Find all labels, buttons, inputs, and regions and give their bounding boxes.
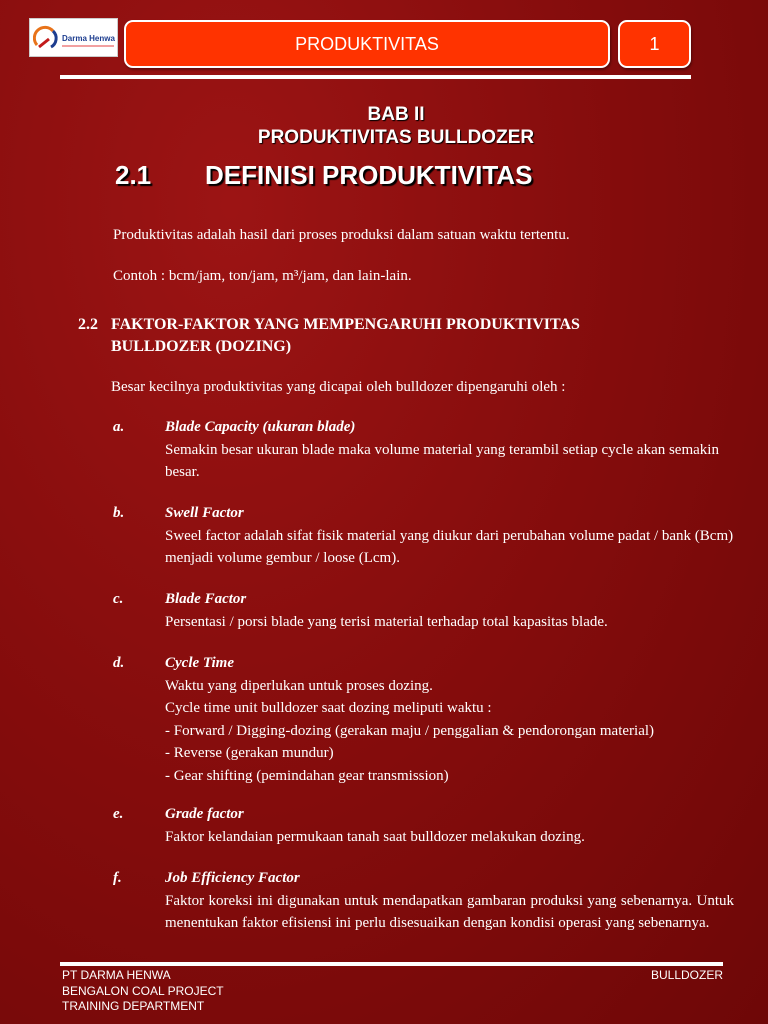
factor-title: Job Efficiency Factor (165, 870, 300, 886)
logo-underline (62, 45, 114, 47)
factor-letter: c. (113, 591, 124, 607)
factor-line: - Reverse (gerakan mundur) (165, 745, 334, 761)
factor-line: Cycle time unit bulldozer saat dozing meliputi waktu : (165, 700, 492, 716)
factor-line: - Forward / Digging-dozing (gerakan maju / penggalian & pendorongan material) (165, 722, 655, 739)
top-divider (60, 75, 691, 79)
factor-description: Faktor kelandaian permukaan tanah saat bulldozer melakukan dozing. (165, 828, 585, 845)
logo-mark-icon (33, 25, 61, 51)
factor-description (165, 675, 734, 788)
factor-title: Swell Factor (165, 505, 244, 521)
factor-letter: f. (113, 870, 122, 886)
bottom-divider (60, 962, 723, 966)
factor-letter: b. (113, 505, 125, 521)
factor-description: Semakin besar ukuran blade maka volume material yang terambil setiap cycle akan semakin besar. (165, 441, 719, 480)
chapter-subtitle: PRODUKTIVITAS BULLDOZER (257, 127, 535, 148)
factor-letter: e. (113, 806, 124, 822)
header-title: PRODUKTIVITAS (124, 20, 610, 68)
logo-text: Darma Henwa (62, 34, 115, 43)
factors-intro: Besar kecilnya produktivitas yang dicapai oleh bulldozer dipengaruhi oleh : (111, 379, 566, 395)
footer-company: PT DARMA HENWA (62, 968, 171, 982)
factor-letter: a. (113, 419, 125, 435)
footer-company-block (62, 968, 224, 1015)
footer-department: TRAINING DEPARTMENT (62, 999, 205, 1013)
section-title-line-2: BULLDOZER (DOZING) (111, 338, 292, 355)
section-title-line-1: FAKTOR-FAKTOR YANG MEMPENGARUHI PRODUKTIVITAS (111, 316, 580, 333)
factor-title: Blade Factor (165, 591, 247, 607)
footer-project: BENGALON COAL PROJECT (62, 983, 224, 998)
factor-title: Cycle Time (165, 655, 234, 671)
factor-description: Persentasi / porsi blade yang terisi material terhadap total kapasitas blade. (165, 613, 608, 630)
factor-line: Waktu yang diperlukan untuk proses dozing. (165, 677, 433, 694)
footer-topic: BULLDOZER (650, 968, 723, 982)
definition-text: Produktivitas adalah hasil dari proses produksi dalam satuan waktu tertentu. (113, 227, 570, 243)
section-number: 2.2 (78, 316, 98, 333)
factor-title: Grade factor (165, 806, 244, 822)
section-title (111, 314, 711, 358)
section-title: DEFINISI PRODUKTIVITAS (205, 160, 533, 190)
company-logo (29, 18, 118, 57)
section-number: 2.1 (115, 160, 152, 190)
page-number: 1 (618, 20, 691, 68)
factor-description: Faktor koreksi ini digunakan untuk mendapatkan gambaran produksi yang sebenarnya. Untuk menentukan faktor efisiensi ini perlu disesuaikan dengan kondisi operasi yang sebenarnya. (165, 892, 734, 931)
factor-description: Sweel factor adalah sifat fisik material yang diukur dari perubahan volume padat / bank (Bcm) menjadi volume gembur / loose (Lcm). (165, 527, 734, 566)
chapter-label: BAB II (367, 104, 425, 125)
factor-line: - Gear shifting (pemindahan gear transmission) (165, 767, 449, 784)
example-text: Contoh : bcm/jam, ton/jam, m³/jam, dan lain-lain. (113, 268, 412, 284)
factor-title: Blade Capacity (ukuran blade) (165, 419, 356, 435)
factor-letter: d. (113, 655, 125, 671)
